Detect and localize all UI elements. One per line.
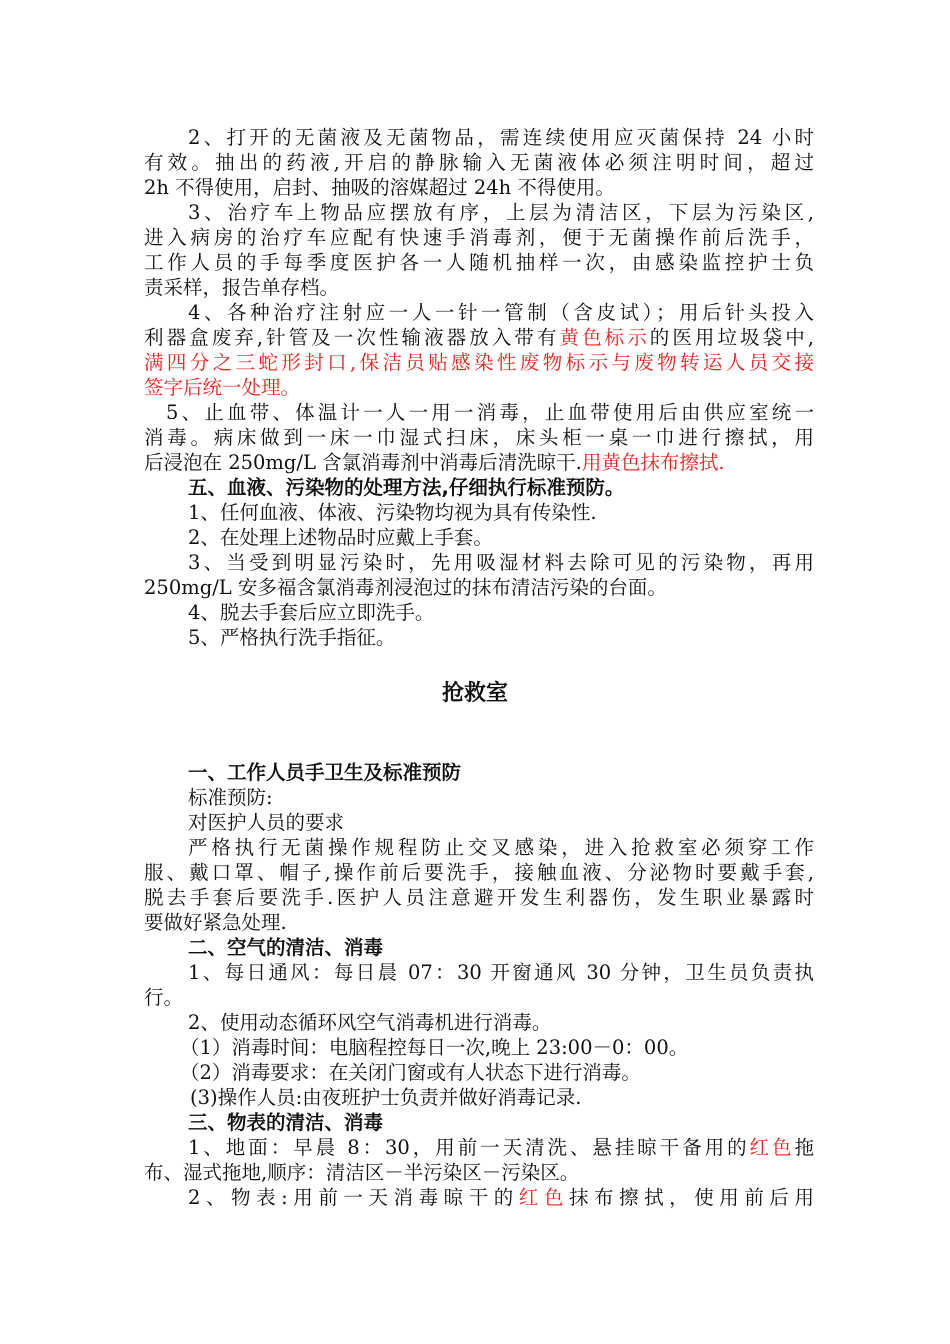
text-run: 后浸泡在 250mg/L 含氯消毒剂中消毒后清洗晾干. [144,451,582,474]
sec1-body-line: 严格执行无菌操作规程防止交叉感染，进入抢救室必须穿工作 [188,836,814,859]
top-p2-line2: 有效。抽出的药液,开启的静脉输入无菌液体必须注明时间，超过 [144,151,814,174]
text-run: 拖 [794,1136,814,1159]
red-text-run: 红色 [749,1136,795,1159]
red-text-run: 满四分之三蛇形封口 [144,351,350,374]
text-run: 的医用垃圾袋中, [649,326,814,349]
top-p2-line3: 2h 不得使用，启封、抽吸的溶媒超过 24h 不得使用。 [144,176,615,199]
section-five-item: 4、脱去手套后应立即洗手。 [188,601,435,624]
sec2-line: （2）消毒要求：在关闭门窗或有人状态下进行消毒。 [180,1061,641,1084]
page-title: 抢救室 [441,681,508,706]
top-p4-line4: 签字后统一处理。 [144,376,301,399]
sec3-line2: 布、湿式拖地,顺序：清洁区－半污染区－污染区。 [144,1161,580,1184]
sec2-heading: 二、空气的清洁、消毒 [188,936,384,959]
red-text-run: 红色 [518,1186,569,1209]
top-p2-line1: 2、打开的无菌液及无菌物品，需连续使用应灭菌保持 24 小时 [188,126,814,149]
top-p3-line4: 责采样，报告单存档。 [144,276,340,299]
sec1-body-line: 要做好紧急处理. [144,911,287,934]
top-p4-line2 [144,325,814,350]
sec3-line1 [144,1135,814,1160]
top-p4-line3 [144,350,814,375]
sec1-heading: 一、工作人员手卫生及标准预防 [188,761,462,784]
text-run: 1、地面：早晨 8：30，用前一天清洗、悬挂晾干备用的 [188,1136,750,1159]
sec2-line: 2、使用动态循环风空气消毒机进行消毒。 [188,1011,552,1034]
sec3-heading: 三、物表的清洁、消毒 [188,1111,384,1134]
sec1-sub1: 标准预防: [188,786,273,809]
red-text-run: 用黄色抹布擦拭. [581,451,725,474]
red-text-run: 黄色标示 [559,326,650,349]
red-text-run: 保洁员贴感染性废物标示与废物转运人员交接 [356,351,814,374]
red-text-run: , [350,351,357,374]
sec2-line: 行。 [144,986,184,1009]
top-p5-line2: 消毒。病床做到一床一巾湿式扫床，床头柜一桌一巾进行擦拭，用 [144,426,814,449]
sec1-body-line: 脱去手套后要洗手.医护人员注意避开发生利器伤，发生职业暴露时 [144,886,814,909]
top-p3-line2: 进入病房的治疗车应配有快速手消毒剂，便于无菌操作前后洗手， [144,226,814,249]
section-five-heading: 五、血液、污染物的处理方法,仔细执行标准预防。 [188,476,625,499]
top-p3-line3: 工作人员的手每季度医护各一人随机抽样一次，由感染监控护士负 [144,251,814,274]
section-five-item: 250mg/L 安多福含氯消毒剂浸泡过的抹布清洁污染的台面。 [144,576,667,599]
top-p5-line1: 5、止血带、体温计一人一用一消毒，止血带使用后由供应室统一 [166,401,814,424]
sec1-body-line: 服、戴口罩、帽子,操作前后要洗手，接触血液、分泌物时要戴手套, [144,861,814,884]
section-five-item: 1、任何血液、体液、污染物均视为具有传染性. [188,501,597,524]
text-run: 2、物表:用前一天消毒晾干的 [188,1186,519,1209]
section-five-item: 5、严格执行洗手指征。 [188,626,396,649]
top-p5-line3 [144,450,814,475]
sec2-line: （1）消毒时间：电脑程控每日一次,晚上 23:00－0：00。 [180,1036,689,1059]
sec1-sub2: 对医护人员的要求 [188,811,345,834]
section-five-item: 2、在处理上述物品时应戴上手套。 [188,526,493,549]
text-run: 抹布擦拭，使用前后用 [568,1186,814,1209]
sec2-line: 1、每日通风：每日晨 07：30 开窗通风 30 分钟，卫生员负责执 [188,961,814,984]
top-p4-line1: 4、各种治疗注射应一人一针一管制（含皮试）；用后针头投入 [188,301,814,324]
sec3-line3 [144,1185,814,1210]
top-p3-line1: 3、治疗车上物品应摆放有序，上层为清洁区，下层为污染区, [188,201,814,224]
section-five-item: 3、当受到明显污染时，先用吸湿材料去除可见的污染物，再用 [188,551,814,574]
sec2-line: (3)操作人员:由夜班护士负责并做好消毒记录. [190,1086,582,1109]
text-run: 利器盒废弃,针管及一次性输液器放入带有 [144,326,560,349]
